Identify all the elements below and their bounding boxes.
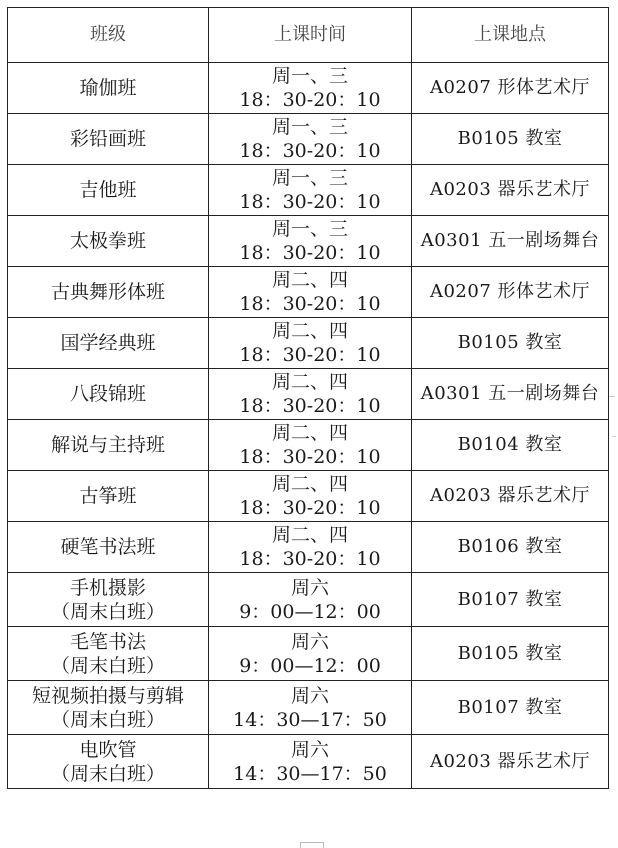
class-name: 古筝班: [79, 485, 137, 507]
class-hours: 9：00—12：00: [239, 600, 381, 623]
class-cell: [8, 522, 209, 573]
class-hours: 18：30-20：10: [239, 140, 381, 162]
time-cell: [209, 369, 412, 420]
table-header-row: [8, 8, 609, 63]
location-cell: B0105 教室: [412, 114, 609, 165]
class-cell: [8, 573, 209, 627]
location-cell: A0301 五一剧场舞台: [412, 216, 609, 267]
class-cell: [8, 735, 209, 789]
time-cell: [209, 216, 412, 267]
class-name: 古典舞形体班: [50, 281, 165, 303]
class-cell: [8, 114, 209, 165]
table-row: [8, 63, 609, 114]
class-hours: 9：00—12：00: [239, 654, 381, 677]
location-cell: A0207 形体艺术厅: [412, 63, 609, 114]
class-hours: 18：30-20：10: [239, 293, 381, 315]
class-name: 解说与主持班: [50, 434, 165, 456]
class-name: 电吹管: [79, 738, 137, 761]
time-cell: [209, 165, 412, 216]
time-cell: [209, 318, 412, 369]
class-name: 太极拳班: [69, 230, 146, 252]
class-note: （周末白班）: [50, 708, 165, 731]
location-cell: B0107 教室: [412, 681, 609, 735]
header-location: 上课地点: [412, 8, 609, 63]
class-note: （周末白班）: [50, 600, 165, 623]
class-name: 彩铅画班: [69, 128, 146, 150]
class-hours: 18：30-20：10: [239, 89, 381, 111]
location-cell: A0203 器乐艺术厅: [412, 735, 609, 789]
table-row: [8, 369, 609, 420]
table-row: [8, 522, 609, 573]
class-cell: [8, 216, 209, 267]
class-days: 周六: [290, 738, 329, 761]
class-days: 周二、四: [271, 422, 348, 444]
location-cell: B0105 教室: [412, 318, 609, 369]
class-days: 周一、三: [271, 65, 348, 87]
class-hours: 18：30-20：10: [239, 242, 381, 264]
class-days: 周六: [290, 576, 329, 599]
time-cell: [209, 63, 412, 114]
time-cell: [209, 522, 412, 573]
location-cell: A0203 器乐艺术厅: [412, 471, 609, 522]
class-days: 周一、三: [271, 167, 348, 189]
time-cell: [209, 471, 412, 522]
table-row: [8, 573, 609, 627]
table-row: [8, 114, 609, 165]
class-hours: 18：30-20：10: [239, 446, 381, 468]
class-name: 八段锦班: [69, 383, 146, 405]
time-cell: [209, 420, 412, 471]
header-class: 班级: [8, 8, 209, 63]
table-row: [8, 165, 609, 216]
class-days: 周一、三: [271, 218, 348, 240]
table-row: [8, 267, 609, 318]
class-hours: 18：30-20：10: [239, 344, 381, 366]
table-row: [8, 471, 609, 522]
class-name: 国学经典班: [60, 332, 156, 354]
class-cell: [8, 267, 209, 318]
page-edge-mark: [612, 436, 616, 437]
class-days: 周二、四: [271, 524, 348, 546]
time-cell: [209, 267, 412, 318]
class-days: 周二、四: [271, 320, 348, 342]
class-cell: [8, 369, 209, 420]
class-schedule-table: [7, 7, 609, 789]
class-days: 周二、四: [271, 371, 348, 393]
class-note: （周末白班）: [50, 762, 165, 785]
class-name: 硬笔书法班: [60, 536, 156, 558]
class-days: 周一、三: [271, 116, 348, 138]
time-cell: [209, 627, 412, 681]
time-cell: [209, 114, 412, 165]
class-cell: [8, 165, 209, 216]
class-name: 瑜伽班: [79, 77, 137, 99]
table-row: [8, 681, 609, 735]
class-cell: [8, 318, 209, 369]
class-cell: [8, 63, 209, 114]
table-row: [8, 420, 609, 471]
class-name: 手机摄影: [69, 576, 146, 599]
location-cell: A0207 形体艺术厅: [412, 267, 609, 318]
location-cell: B0105 教室: [412, 627, 609, 681]
class-days: 周六: [290, 630, 329, 653]
table-row: [8, 627, 609, 681]
table-row: [8, 216, 609, 267]
class-name: 吉他班: [79, 179, 137, 201]
page-bottom-mark: [300, 842, 324, 848]
schedule-table-container: [7, 7, 609, 789]
class-cell: [8, 471, 209, 522]
class-name: 毛笔书法: [69, 630, 146, 653]
class-days: 周二、四: [271, 473, 348, 495]
class-hours: 18：30-20：10: [239, 548, 381, 570]
class-days: 周六: [290, 684, 329, 707]
class-cell: [8, 681, 209, 735]
class-hours: 18：30-20：10: [239, 497, 381, 519]
location-cell: A0203 器乐艺术厅: [412, 165, 609, 216]
location-cell: B0106 教室: [412, 522, 609, 573]
class-cell: [8, 420, 209, 471]
header-time: 上课时间: [209, 8, 412, 63]
table-row: [8, 735, 609, 789]
location-cell: B0107 教室: [412, 573, 609, 627]
location-cell: B0104 教室: [412, 420, 609, 471]
table-row: [8, 318, 609, 369]
time-cell: [209, 681, 412, 735]
class-note: （周末白班）: [50, 654, 165, 677]
time-cell: [209, 735, 412, 789]
class-cell: [8, 627, 209, 681]
page-edge-mark: [609, 396, 615, 397]
time-cell: [209, 573, 412, 627]
class-hours: 18：30-20：10: [239, 191, 381, 213]
class-hours: 14：30—17：50: [233, 708, 387, 731]
class-hours: 14：30—17：50: [233, 762, 387, 785]
class-days: 周二、四: [271, 269, 348, 291]
class-hours: 18：30-20：10: [239, 395, 381, 417]
location-cell: A0301 五一剧场舞台: [412, 369, 609, 420]
class-name: 短视频拍摄与剪辑: [31, 684, 184, 707]
